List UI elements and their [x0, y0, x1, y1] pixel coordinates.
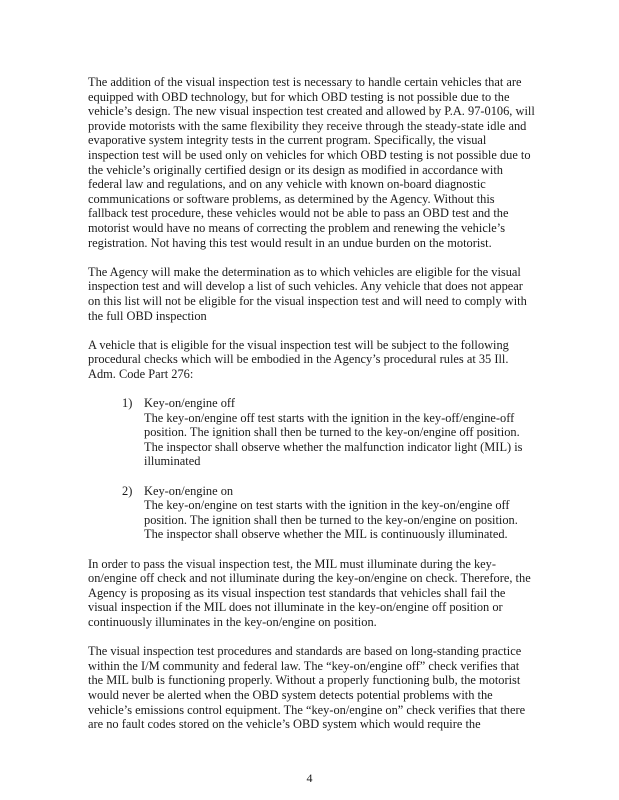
check-description: The key-on/engine off test starts with the ignition in the key-off/engine-off position. The ignition shall then be turned to the key-on/engine off position. The inspector shall observe whether the malfunction indicator light (MIL) is illuminated — [144, 410, 523, 469]
paragraph-visual-inspection-purpose: The addition of the visual inspection test is necessary to handle certain vehicles that are equipped with OBD technology, but for which OBD testing is not possible due to the vehicle’s design. The new visual inspection test created and allowed by P.A. 97-0106, will provide motorists with the same flexibility they receive through the steady-state idle and evaporative system integrity tests in the current program. Specifically, the visual inspection test will be used only on vehicles for which OBD testing is not possible due to the vehicle’s originally certified design or its design as modified in accordance with federal law and regulations, and on any vehicle with known on-board diagnostic communications or software problems, as determined by the Agency. Without this fallback test procedure, these vehicles would not be able to pass an OBD test and the motorist would have no means of correcting the problem and renewing the vehicle’s registration. Not having this test would result in an undue burden on the motorist. — [88, 75, 535, 250]
paragraph-pass-fail-standards: In order to pass the visual inspection test, the MIL must illuminate during the key-on/engine off check and not illuminate during the key-on/engine on check. Therefore, the Agency is proposing as its visual inspection test standards that vehicles shall fail the visual inspection if the MIL does not illuminate in the key-on/engine off position or continuously illuminates in the key-on/engine on position. — [88, 556, 531, 629]
paragraph-procedure-basis: The visual inspection test procedures and standards are based on long-standing practice within the I/M community and federal law. The “key-on/engine off” check verifies that the MIL bulb is functioning properly. Without a properly functioning bulb, the motorist would never be alerted when the OBD system detects potential problems with the vehicle’s emissions control equipment. The “key-on/engine on” check verifies that there are no fault codes stored on the vehicle’s OBD system which would require the — [88, 644, 526, 732]
paragraph-procedural-checks-intro: A vehicle that is eligible for the visual inspection test will be subject to the following procedural checks which will be embodied in the Agency’s procedural rules at 35 Ill. Adm. Code Part 276: — [88, 337, 509, 381]
check-title: Key-on/engine on — [144, 483, 234, 498]
check-number: 1) — [122, 396, 133, 411]
paragraph-eligibility-determination: The Agency will make the determination as to which vehicles are eligible for the visual inspection test and will develop a list of such vehicles. Any vehicle that does not appear on this list will not be eligible for the visual inspection test and will need to comply with the full OBD inspection — [88, 264, 527, 323]
document-page — [88, 75, 536, 746]
check-key-on-engine-on — [88, 484, 536, 542]
check-title: Key-on/engine off — [144, 396, 235, 411]
check-number: 2) — [122, 483, 133, 498]
procedural-checks-list — [88, 396, 536, 542]
check-key-on-engine-off — [88, 396, 536, 469]
check-description: The key-on/engine on test starts with the ignition in the key-on/engine off position. The ignition shall then be turned to the key-on/engine on position. The inspector shall observe whether the MIL is continuously illuminated. — [144, 498, 518, 542]
page-number: 4 — [306, 771, 313, 785]
